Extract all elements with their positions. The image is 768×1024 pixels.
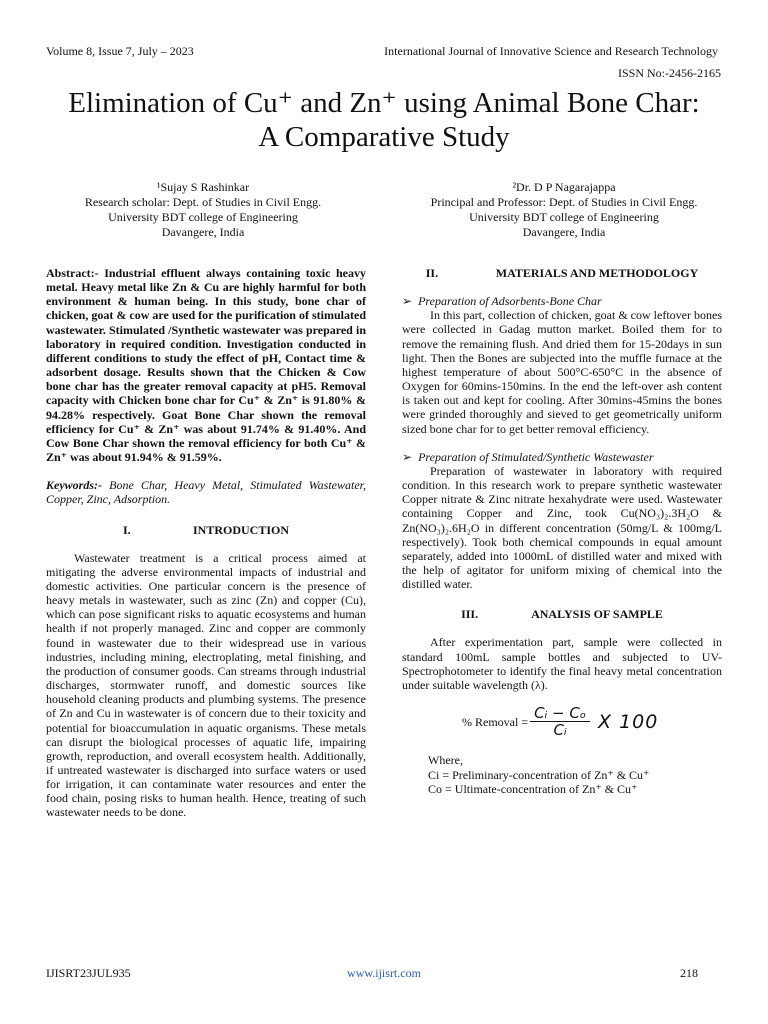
definition-ci: Ci = Preliminary-concentration of Zn⁺ & Cu⁺ <box>428 767 650 782</box>
section-title: ANALYSIS OF SAMPLE <box>531 607 663 622</box>
title-line-1: Elimination of Cu⁺ and Zn⁺ using Animal Bone Char: <box>68 87 700 119</box>
section-number: II. <box>425 266 439 280</box>
where-label: Where, <box>428 753 463 768</box>
author-role: Principal and Professor: Dept. of Studies in Civil Engg. <box>430 195 698 209</box>
author-name: ²Dr. D P Nagarajappa <box>512 180 616 194</box>
section-heading-materials <box>402 266 722 280</box>
removal-formula <box>462 704 722 740</box>
subsection-heading-wastewater <box>402 450 722 464</box>
author-block-2 <box>414 180 714 240</box>
section-title: INTRODUCTION <box>192 522 289 537</box>
section-title: MATERIALS AND METHODOLOGY <box>495 266 699 280</box>
arrow-bullet-icon: ➢ <box>402 449 413 464</box>
formula-fraction <box>530 704 590 740</box>
header-journal: International Journal of Innovative Science and Research Technology <box>384 44 718 58</box>
author-location: Davangere, India <box>522 225 606 239</box>
definition-co: Co = Ultimate-concentration of Zn⁺ & Cu⁺ <box>428 781 638 796</box>
analysis-body: After experimentation part, sample were collected in standard 100mL sample bottles and subjected to UV-Spectrophotometer to identify the final heavy metal concentration under suitable wavelength (λ). <box>402 635 722 692</box>
paper-title <box>30 86 738 154</box>
section-heading-analysis <box>402 607 722 621</box>
footer-paper-id: IJISRT23JUL935 <box>46 966 131 980</box>
formula-label: % Removal = <box>462 714 529 729</box>
formula-denominator: Cᵢ <box>553 721 567 740</box>
right-column <box>402 266 722 796</box>
section-heading-introduction <box>46 523 366 537</box>
section-number: I. <box>122 522 131 537</box>
subsection-title: Preparation of Stimulated/Synthetic Wastewaster <box>418 449 654 464</box>
formula-multiplier: X 100 <box>598 710 659 733</box>
title-line-2: A Comparative Study <box>258 121 510 153</box>
wastewater-body: Preparation of wastewater in laboratory with required condition. In this research work to prepare synthetic wastewater Copper nitrate & Zinc nitrate hexahydrate were used. Wastewater containing Copper and Zinc, took Cu(NO₃)₂.3H₂O & Zn(NO₃)₂.6H₂O in different concentration (50mg/L & 100mg/L respectively). Took both chemical compounds in equal amount separately, added into 1000mL of distilled water and mixed with the help of agitator for uniform mixing of chemical into the distilled water. <box>402 463 722 592</box>
abstract: Abstract:- Industrial effluent always containing toxic heavy metal. Heavy metal like Zn & Cu are highly harmful for both environment & human being. In this study, bone char of chicken, goat & cow are used for the purification of stimulated wastewater. Stimulated /Synthetic wastewater was prepared in laboratory in required condition. Investigation conducted in different conditions to study the effect of pH, Contact time & adsorbent dosage. Results shown that the Chicken & Cow bone char has the greater removal capacity at pH5. Removal capacity with Chicken bone char for Cu⁺ & Zn⁺ is 91.80% & 94.28% respectively. Goat Bone Char shown the removal efficiency for Cu⁺ & Zn⁺ was about 91.74% & 91.40%. And Cow Bone Char shown the removal efficiency for both Cu⁺ & Zn⁺ was about 91.94% & 91.59%. <box>46 266 366 465</box>
header-volume: Volume 8, Issue 7, July – 2023 <box>46 44 194 58</box>
formula-numerator: Cᵢ − Cₒ <box>530 706 590 722</box>
keywords <box>46 478 366 506</box>
author-institution: University BDT college of Engineering <box>469 210 659 224</box>
footer-website-link[interactable]: www.ijisrt.com <box>347 966 421 980</box>
keywords-label: Keywords:- <box>46 478 102 493</box>
left-column <box>46 266 366 820</box>
header-issn: ISSN No:-2456-2165 <box>617 66 721 80</box>
section-number: III. <box>461 607 479 622</box>
subsection-heading-bone-char <box>402 294 722 308</box>
bone-char-body: In this part, collection of chicken, goat & cow leftover bones were collected in Gadag mutton market. Boiled them for to remove the remaining flush. And dried them for 15-20days in sun light. Then the Bones are subjected into the muffle furnace at the highest temperature of about 500°C-650°C in the absence of Oxygen for 60mins-150mins. In the end the left-over ash content is taken out and kept for cooling. After 30mins-45mins the bones were grinded thoroughly and sieved to get geometrically uniform sized bone char for to get better removal efficiency. <box>402 308 722 436</box>
keywords-text: Bone Char, Heavy Metal, Stimulated Wastewater, Copper, Zinc, Adsorption. <box>46 478 366 507</box>
author-institution: University BDT college of Engineering <box>108 210 298 224</box>
page-number: 218 <box>680 966 698 980</box>
introduction-body: Wastewater treatment is a critical process aimed at mitigating the adverse environmental impacts of industrial and domestic activities. One particular concern is the presence of heavy metals in wastewater, such as zinc (Zn) and copper (Cu), which can pose significant risks to aquatic ecosystems and human health if not properly managed. Zinc and copper are commonly found in wastewater due to their widespread use in various industries, including mining, electroplating, metal finishing, and the production of consumer goods. Can streams through industrial discharges, stormwater runoff, and domestic sources like household cleaning products and plumbing systems. The presence of Zn and Cu in wastewater is of concern due to their toxicity and potential for bioaccumulation in aquatic organisms. These metals can disrupt the biological processes of aquatic life, impairing growth, reproduction, and overall ecosystem health. Additionally, if untreated wastewater is discharged into surface waters or used for irrigation, it can contaminate water resources and enter the food chain, posing risks to human health. Hence, treating of such wastewater needs to be done. <box>46 550 366 820</box>
author-location: Davangere, India <box>161 225 245 239</box>
arrow-bullet-icon: ➢ <box>402 294 413 309</box>
subsection-title: Preparation of Adsorbents-Bone Char <box>418 294 602 309</box>
author-role: Research scholar: Dept. of Studies in Civil Engg. <box>84 195 322 209</box>
author-name: ¹Sujay S Rashinkar <box>156 180 250 194</box>
author-block-1 <box>53 180 353 240</box>
